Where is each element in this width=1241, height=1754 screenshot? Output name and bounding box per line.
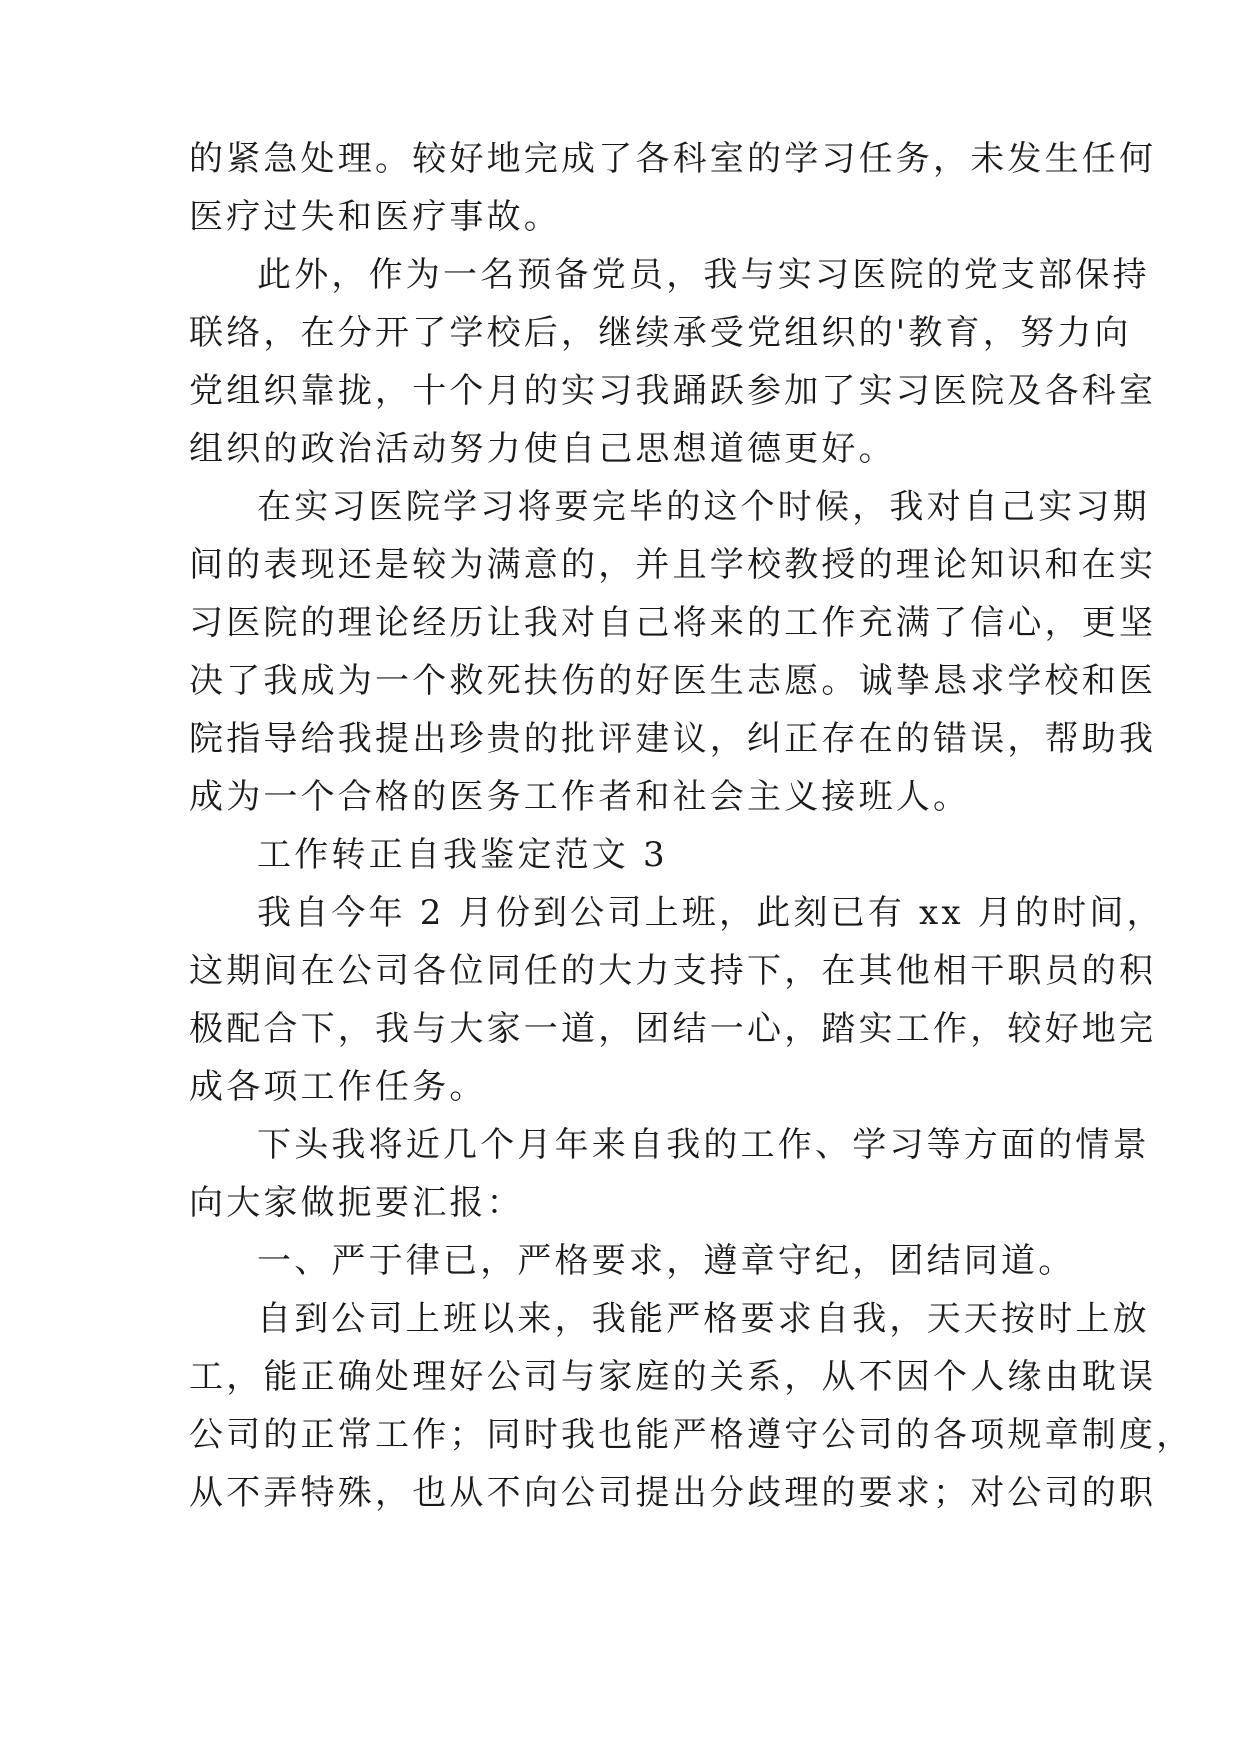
- text-line: 在实习医院学习将要完毕的这个时候，我对自己实习期: [257, 487, 1150, 527]
- text-line: 向大家做扼要汇报：: [189, 1183, 524, 1223]
- document-page: [189, 130, 1194, 1522]
- text-line: 此外，作为一名预备党员，我与实习医院的党支部保持: [257, 255, 1150, 295]
- text-line: 联络，在分开了学校后，继续承受党组织的'教育，努力向: [189, 313, 1132, 353]
- text-line: 院指导给我提出珍贵的批评建议，纠正存在的错误，帮助我: [189, 719, 1157, 759]
- text-line: 成各项工作任务。: [189, 1067, 487, 1107]
- text-line: 一、严于律已，严格要求，遵章守纪，团结同道。: [257, 1241, 1076, 1281]
- text-line: 间的表现还是较为满意的，并且学校教授的理论知识和在实: [189, 545, 1157, 585]
- text-line: 的紧急处理。较好地完成了各科室的学习任务，未发生任何: [189, 139, 1157, 179]
- text-line: 习医院的理论经历让我对自己将来的工作充满了信心，更坚: [189, 603, 1157, 643]
- text-line: 我自今年 2 月份到公司上班，此刻已有 xx 月的时间，: [257, 893, 1164, 933]
- text-line: 这期间在公司各位同任的大力支持下，在其他相干职员的积: [189, 951, 1157, 991]
- text-line: 组织的政治活动努力使自己思想道德更好。: [189, 429, 896, 469]
- text-line: 公司的正常工作；同时我也能严格遵守公司的各项规章制度，: [189, 1415, 1194, 1455]
- text-line: 党组织靠拢，十个月的实习我踊跃参加了实习医院及各科室: [189, 371, 1157, 411]
- text-line: 工作转正自我鉴定范文 3: [257, 835, 668, 875]
- text-line: 下头我将近几个月年来自我的工作、学习等方面的情景: [257, 1125, 1150, 1165]
- text-line: 成为一个合格的医务工作者和社会主义接班人。: [189, 777, 971, 817]
- text-line: 工，能正确处理好公司与家庭的关系，从不因个人缘由耽误: [189, 1357, 1157, 1397]
- text-line: 自到公司上班以来，我能严格要求自我，天天按时上放: [257, 1299, 1150, 1339]
- text-line: 决了我成为一个救死扶伤的好医生志愿。诚挚恳求学校和医: [189, 661, 1157, 701]
- text-line: 医疗过失和医疗事故。: [189, 197, 561, 237]
- text-line: 极配合下，我与大家一道，团结一心，踏实工作，较好地完: [189, 1009, 1157, 1049]
- text-line: 从不弄特殊，也从不向公司提出分歧理的要求；对公司的职: [189, 1473, 1157, 1513]
